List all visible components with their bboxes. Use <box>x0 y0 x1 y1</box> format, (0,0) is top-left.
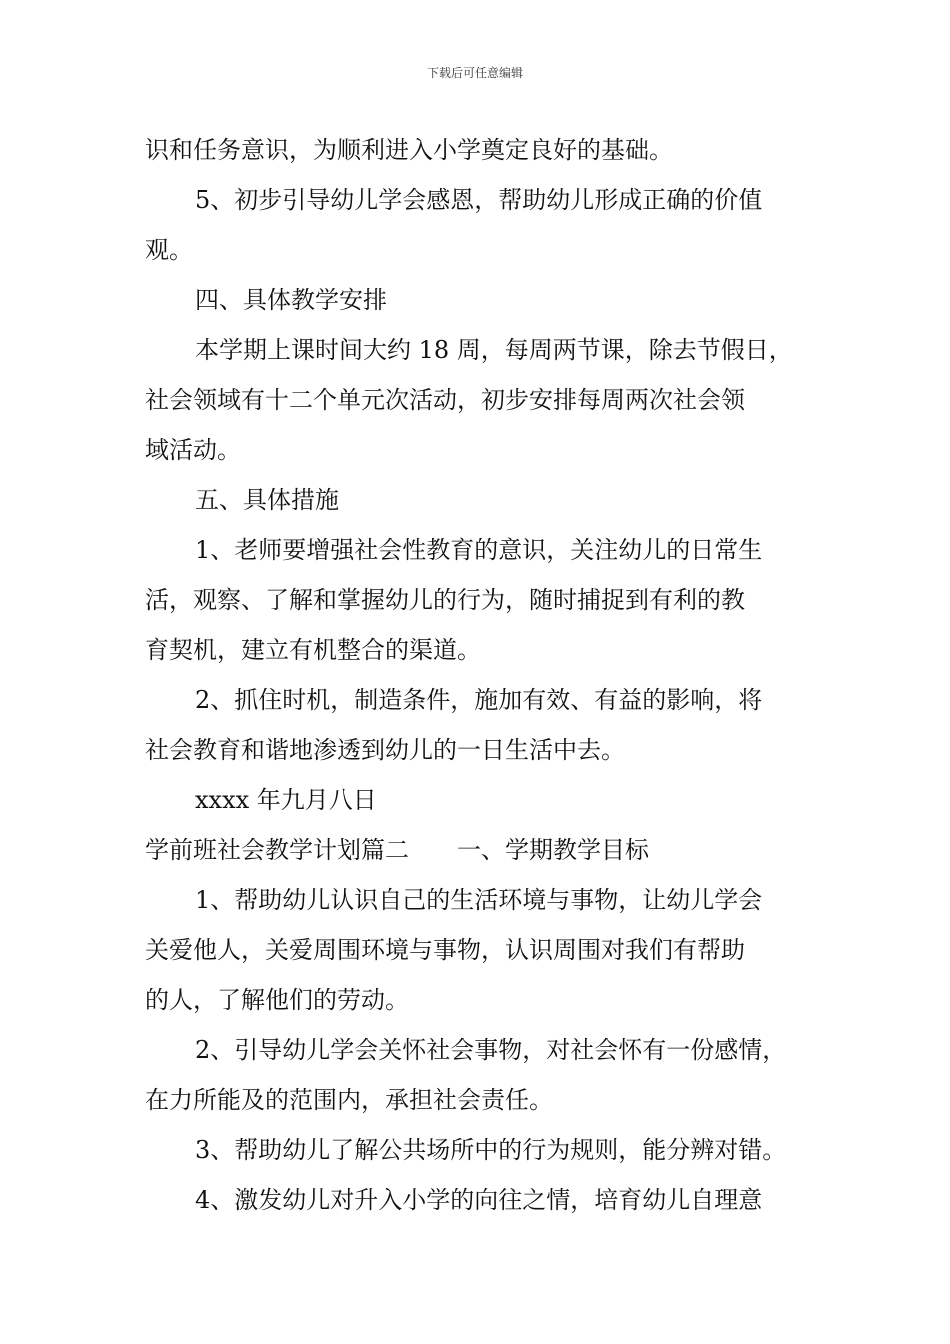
text-line: 5、初步引导幼儿学会感恩，帮助幼儿形成正确的价值 <box>195 186 763 214</box>
text-line: 社会教育和谐地渗透到幼儿的一日生活中去。 <box>145 736 625 764</box>
text-line: 域活动。 <box>145 436 241 464</box>
text-line: 3、帮助幼儿了解公共场所中的行为规则，能分辨对错。 <box>195 1136 787 1164</box>
text-line: 识和任务意识，为顺利进入小学奠定良好的基础。 <box>145 136 673 164</box>
text-line: 2、引导幼儿学会关怀社会事物，对社会怀有一份感情， <box>195 1036 787 1064</box>
section-heading: 四、具体教学安排 <box>195 286 387 314</box>
text-line: 关爱他人，关爱周围环境与事物，认识周围对我们有帮助 <box>145 936 745 964</box>
text-line: 1、老师要增强社会性教育的意识，关注幼儿的日常生 <box>195 536 763 564</box>
section-title: 学前班社会教学计划篇二 一、学期教学目标 <box>145 836 649 864</box>
text-line: 观。 <box>145 236 193 264</box>
text-line: 本学期上课时间大约 18 周，每周两节课，除去节假日， <box>195 336 793 364</box>
document-body <box>145 125 810 1225</box>
section-heading: 五、具体措施 <box>195 486 339 514</box>
text-line: 在力所能及的范围内，承担社会责任。 <box>145 1086 553 1114</box>
text-line: 活，观察、了解和掌握幼儿的行为，随时捕捉到有利的教 <box>145 586 745 614</box>
text-line: 2、抓住时机，制造条件，施加有效、有益的影响，将 <box>195 686 763 714</box>
text-line: 的人，了解他们的劳动。 <box>145 986 409 1014</box>
page-header: 下载后可任意编辑 <box>426 66 523 80</box>
date-line: xxxx 年九月八日 <box>195 786 377 814</box>
text-line: 育契机，建立有机整合的渠道。 <box>145 636 481 664</box>
text-line: 1、帮助幼儿认识自己的生活环境与事物，让幼儿学会 <box>195 886 763 914</box>
text-line: 4、激发幼儿对升入小学的向往之情，培育幼儿自理意 <box>195 1186 763 1214</box>
text-line: 社会领域有十二个单元次活动，初步安排每周两次社会领 <box>145 386 745 414</box>
